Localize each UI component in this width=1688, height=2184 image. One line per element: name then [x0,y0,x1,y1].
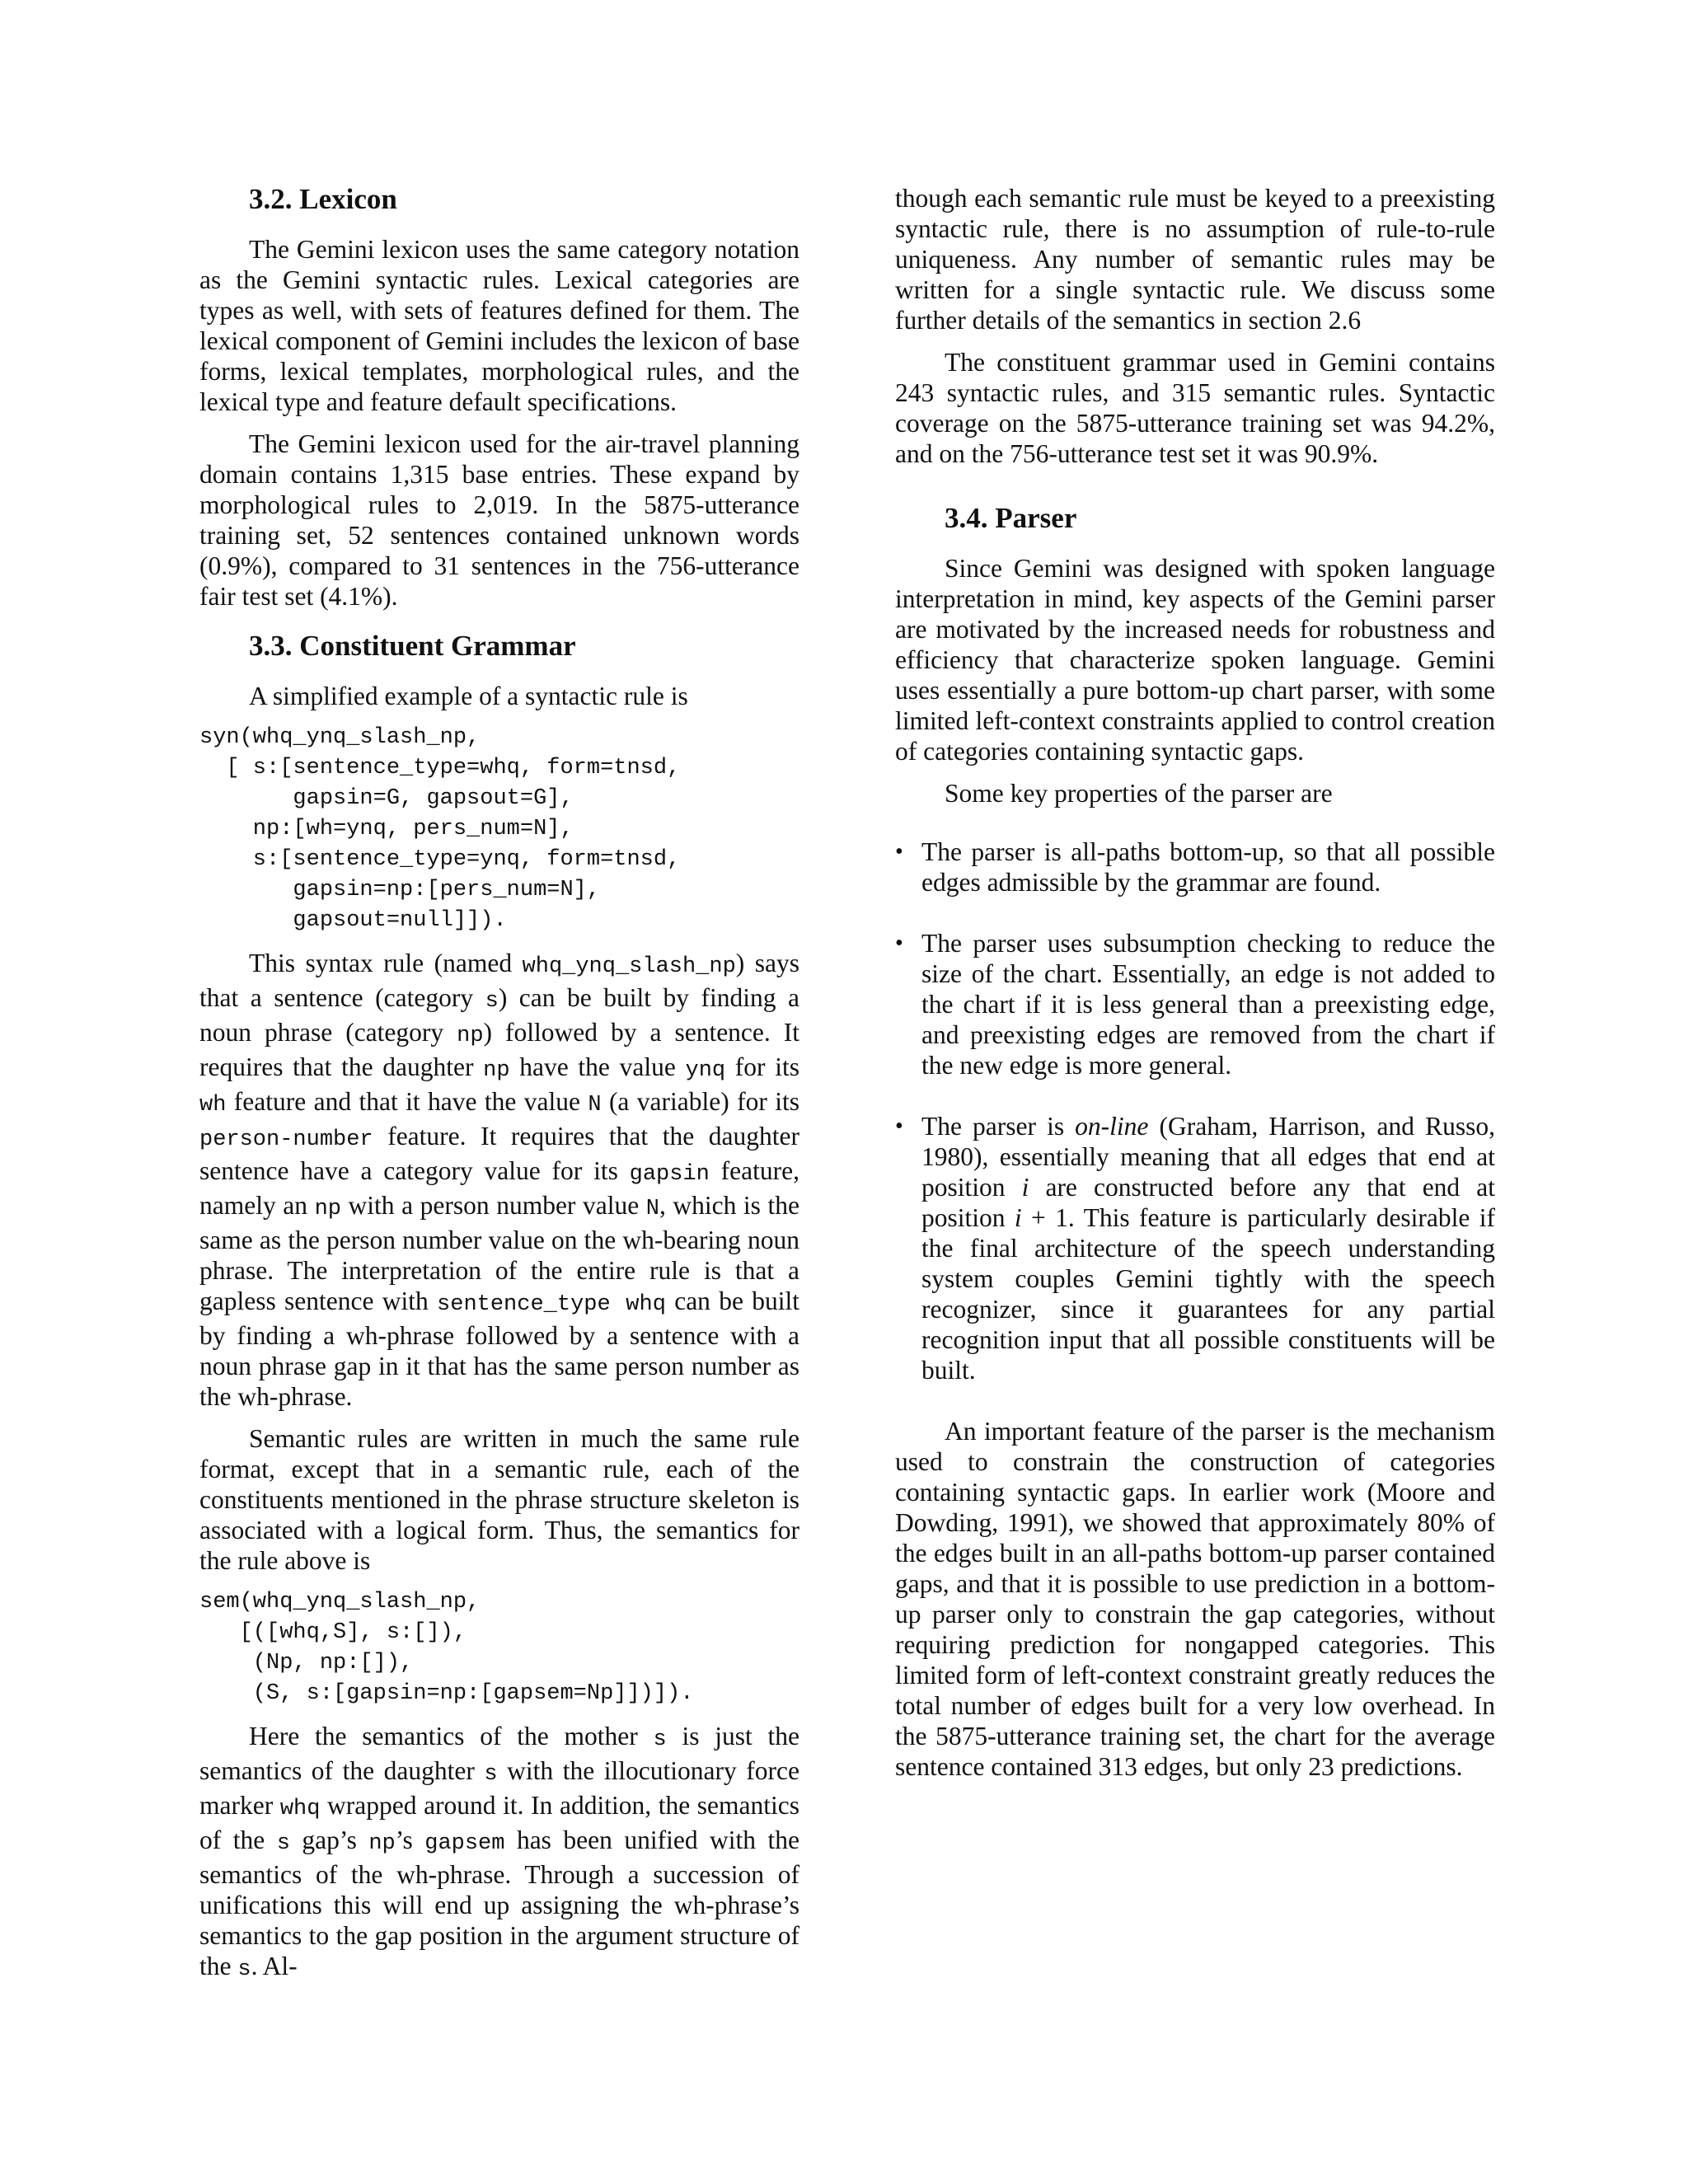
paragraph: Some key properties of the parser are [945,779,1333,808]
bullet-icon: • [895,839,903,865]
paragraph-semantics-mother: Here the semantics of the mother s is just the semantics of the daughter s with the illocutionary force marker whq wrapped around it. In addition, the semantics of the s gap’s np’s gapsem has been unified with the semantics of the wh-phrase. Through a succession of unifications this will end up assigning the wh-phrase’s semantics to the gap position in the argument structure of the s. Al- [199,1722,800,1982]
syntactic-rule-code: syn(whq_ynq_slash_np, [ s:[sentence_type=whq, form=tnsd, gapsin=G, gapsout=G], np:[wh=ynq, pers_num=N], s:[sentence_type=ynq, form=tnsd, gapsin=np:[pers_num=N], gapsout=null]]). [199,725,681,933]
list-item: • The parser is all-paths bottom-up, so that all possible edges admissible by the grammar are found. [895,837,1495,897]
paragraph: The Gemini lexicon used for the air-travel planning domain contains 1,315 base entries. These expand by morphological rules to 2,019. In the 5875-utterance training set, 52 sentences contained unknown words (0.9%), compared to 31 sentences in the 756-utterance fair test set (4.1%). [199,429,799,611]
left-column [199,183,799,1997]
semantic-rule-code: sem(whq_ynq_slash_np, [([whq,S], s:[]), (Np, np:[]), (S, s:[gapsin=np:[gapsem=Np]])]). [199,1590,694,1706]
right-column [895,183,1495,1793]
list-item: • The parser uses subsumption checking to reduce the size of the chart. Essentially, an edge is not added to the chart if it is less general than a preexisting edge, and preexisting edges are removed from the chart if the new edge is more general. [895,929,1495,1080]
section-heading-constituent-grammar: 3.3. Constituent Grammar [249,630,576,662]
paragraph: The constituent grammar used in Gemini contains 243 syntactic rules, and 315 semantic rules. Syntactic coverage on the 5875-utterance training set was 94.2%, and on the 756-utterance test set it was 90.9%. [895,348,1495,468]
section-heading-lexicon: 3.2. Lexicon [249,183,397,215]
list-item: • The parser is on-line (Graham, Harrison, and Russo, 1980), essentially meaning that all edges that end at position i are constructed before any that end at position i + 1. This feature is particularly desirable if the final architecture of the speech understanding system couples Gemini tightly with the speech recognizer, since it guarantees for any partial recognition input that all possible constituents will be built. [895,1112,1496,1385]
paragraph: The Gemini lexicon uses the same category notation as the Gemini syntactic rules. Lexical categories are types as well, with sets of features defined for them. The lexical component of Gemini includes the lexicon of base forms, lexical templates, morphological rules, and the lexical type and feature default specifications. [199,235,799,416]
bullet-icon: • [895,1113,903,1139]
paragraph: An important feature of the parser is the mechanism used to constrain the construction of categories containing syntactic gaps. In earlier work (Moore and Dowding, 1991), we showed that approximately 80% of the edges built in an all-paths bottom-up parser contained gaps, and that it is possible to use prediction in a bottom-up parser only to constrain the gap categories, without requiring prediction for nongapped categories. This limited form of left-context constraint greatly reduces the total number of edges built for a very low overhead. In the 5875-utterance training set, the chart for the average sentence contained 313 edges, but only 23 predictions. [895,1417,1495,1781]
paragraph: Since Gemini was designed with spoken language interpretation in mind, key aspects of the Gemini parser are motivated by the increased needs for robustness and efficiency that characterize spoken language. Gemini uses essentially a pure bottom-up chart parser, with some limited left-context constraints applied to control creation of categories containing syntactic gaps. [895,554,1495,766]
paragraph-continued: though each semantic rule must be keyed to a preexisting syntactic rule, there is no assumption of rule-to-rule uniqueness. Any number of semantic rules may be written for a single syntactic rule. We discuss some further details of the semantics in section 2.6 [895,184,1495,335]
paragraph: A simplified example of a syntactic rule is [249,682,688,710]
paragraph-syntax-rule: This syntax rule (named whq_ynq_slash_np) says that a sentence (category s) can be built by finding a noun phrase (category np) followed by a sentence. It requires that the daughter np have the value ynq for its wh feature and that it have the value N (a variable) for its person-number feature. It requires that the daughter sentence have a category value for its gapsin feature, namely an np with a person number value N, which is the same as the person number value on the wh-bearing noun phrase. The interpretation of the entire rule is that a gapless sentence with sentence_type whq can be built by finding a wh-phrase followed by a sentence with a noun phrase gap in it that has the same person number as the wh-phrase. [199,949,800,1411]
paragraph: Semantic rules are written in much the same rule format, except that in a semantic rule, each of the constituents mentioned in the phrase structure skeleton is associated with a logical form. Thus, the semantics for the rule above is [199,1424,799,1575]
parser-properties-list [895,837,1495,1385]
bullet-icon: • [895,930,903,956]
section-heading-parser: 3.4. Parser [945,502,1077,534]
